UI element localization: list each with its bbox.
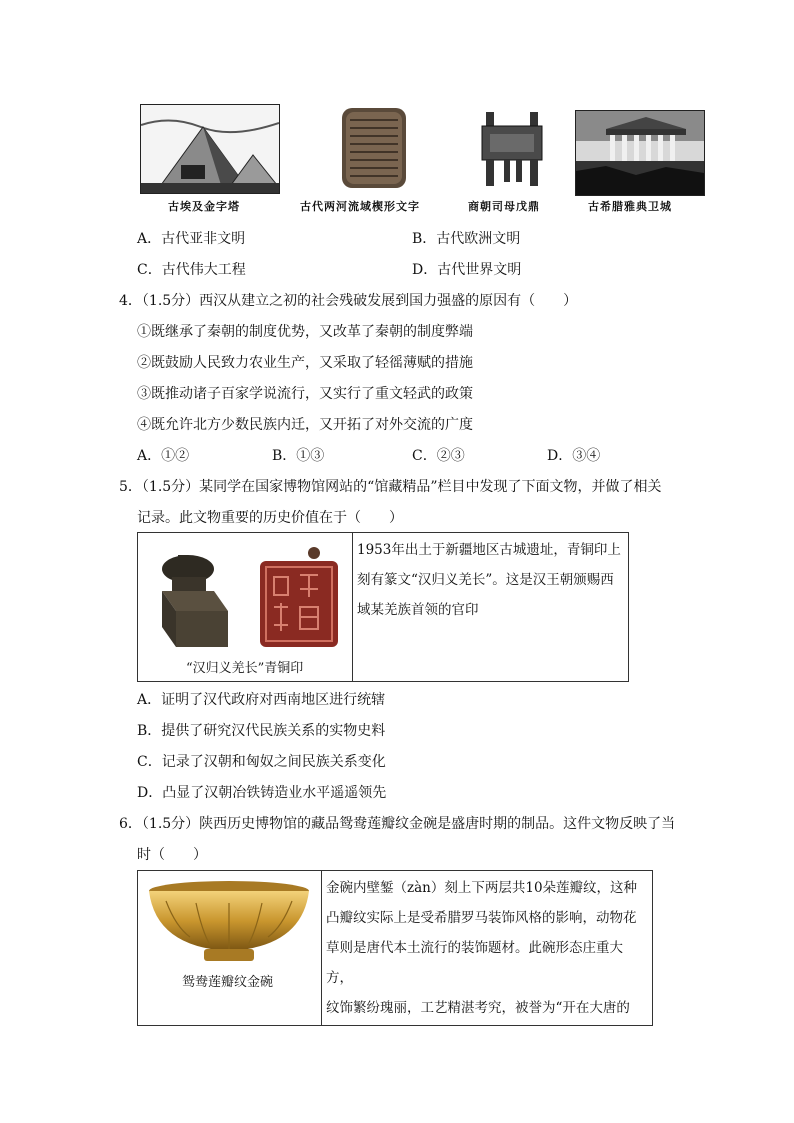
- q5-image-cell: [138, 533, 353, 682]
- pyramid-image: [140, 104, 280, 194]
- q5-option-a[interactable]: A．证明了汉代政府对西南地区进行统辖: [137, 692, 386, 708]
- simuwu-ding-image: [476, 110, 548, 190]
- q4-item-4: ④既允许北方少数民族内迁，又开拓了对外交流的广度: [137, 417, 473, 433]
- caption-ding: 商朝司母戊鼎: [468, 200, 540, 213]
- caption-acropolis: 古希腊雅典卫城: [588, 200, 672, 213]
- q6-box-line: 凸瓣纹实际上是受希腊罗马装饰风格的影响，动物花: [326, 910, 637, 926]
- q5-box-line: 刻有篆文“汉归义羌长”。这是汉王朝颁赐西: [357, 572, 614, 588]
- bronze-seal-image: [148, 547, 238, 657]
- q6-box-line: 草则是唐代本土流行的装饰题材。此碗形态庄重大方，: [326, 940, 623, 986]
- q6-material-box: [137, 870, 653, 1026]
- q5-option-c[interactable]: C．记录了汉朝和匈奴之间民族关系变化: [137, 754, 386, 770]
- q5-image-caption: “汉归义羌长”青铜印: [186, 661, 304, 676]
- q6-stem-line1: 6．（1.5分）陕西历史博物馆的藏品鸳鸯莲瓣纹金碗是盛唐时期的制品。这件文物反映了当: [119, 816, 676, 832]
- q4-option-d[interactable]: D．③④: [547, 448, 601, 464]
- q6-box-line: 金碗内壁錾（zàn）刻上下两层共10朵莲瓣纹，这种: [326, 880, 638, 896]
- q4-item-3: ③既推动诸子百家学说流行，又实行了重文轻武的政策: [137, 386, 473, 402]
- q5-box-line: 1953年出土于新疆地区古城遗址，青铜印上: [357, 542, 621, 558]
- q5-stem-line1: 5．（1.5分）某同学在国家博物馆网站的“馆藏精品”栏目中发现了下面文物，并做了相关: [119, 479, 662, 495]
- q5-option-d[interactable]: D．凸显了汉朝冶铁铸造业水平遥遥领先: [137, 785, 387, 801]
- q6-box-line: 纹饰繁纷瑰丽，工艺精湛考究，被誉为“开在大唐的: [326, 1000, 630, 1016]
- q4-item-1: ①既继承了秦朝的制度优势，又改革了秦朝的制度弊端: [137, 324, 473, 340]
- q6-stem-line2: 时（ ）: [137, 847, 207, 863]
- q3-option-c[interactable]: C．古代伟大工程: [137, 262, 246, 278]
- q6-image-caption: 鸳鸯莲瓣纹金碗: [182, 975, 274, 990]
- gold-bowl-image: [146, 877, 312, 967]
- q5-option-b[interactable]: B．提供了研究汉代民族关系的实物史料: [137, 723, 386, 739]
- q5-material-box: [137, 532, 629, 682]
- caption-pyramid: 古埃及金字塔: [168, 200, 240, 213]
- caption-cuneiform: 古代两河流域楔形文字: [300, 200, 420, 213]
- q4-option-c[interactable]: C．②③: [412, 448, 465, 464]
- seal-impression-image: [256, 545, 342, 651]
- q5-text-cell: [353, 533, 629, 682]
- q5-stem-line2: 记录。此文物重要的历史价值在于（ ）: [137, 510, 403, 526]
- q4-option-a[interactable]: A．①②: [137, 448, 190, 464]
- q3-option-d[interactable]: D．古代世界文明: [412, 262, 522, 278]
- q3-option-b[interactable]: B．古代欧洲文明: [412, 231, 521, 247]
- q4-option-b[interactable]: B．①③: [272, 448, 325, 464]
- acropolis-image: [575, 110, 705, 196]
- q4-stem: 4．（1.5分）西汉从建立之初的社会残破发展到国力强盛的原因有（ ）: [119, 293, 578, 309]
- q4-item-2: ②既鼓励人民致力农业生产，又采取了轻徭薄赋的措施: [137, 355, 473, 371]
- q6-text-cell: [322, 871, 653, 1026]
- q5-box-line: 域某羌族首领的官印: [357, 602, 479, 618]
- q3-option-a[interactable]: A．古代亚非文明: [137, 231, 246, 247]
- q6-image-cell: [138, 871, 322, 1026]
- cuneiform-tablet-image: [340, 106, 408, 190]
